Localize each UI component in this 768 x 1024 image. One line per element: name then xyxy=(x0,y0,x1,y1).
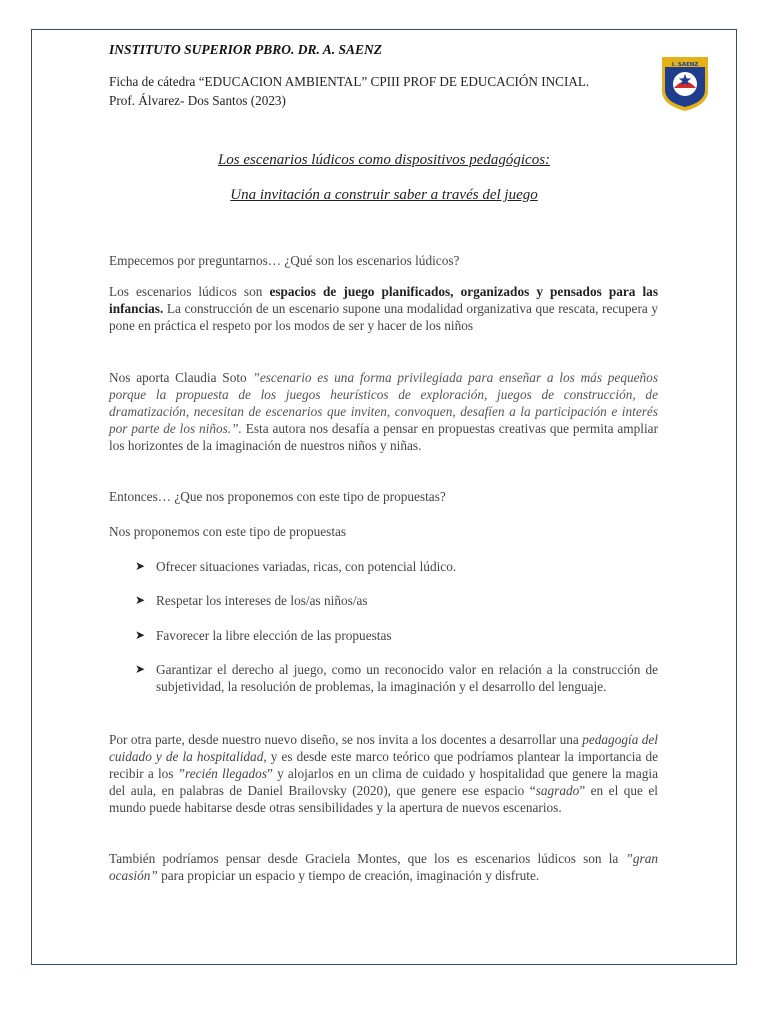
list-item: ➤ Respetar los intereses de los/as niños/as xyxy=(135,593,368,608)
list-item: ➤ Favorecer la libre elección de las propuestas xyxy=(135,628,392,643)
institution-logo xyxy=(660,55,710,113)
paragraph-claudia-soto: Nos aporta Claudia Soto ”escenario es una forma privilegiada para enseñar a los más pequeños porque la propuesta de los juegos heurísticos de exploración, juegos de construcción, de dramatización, necesitan de escenarios que inviten, convoquen, desafíen a la participación e interés por parte de los niños.”. Esta autora nos desafía a pensar en propuestas creativas que permita ampliar los horizontes de la imaginación de nuestros niños y niñas. xyxy=(109,370,659,453)
emphasis-newcomers: ”recién llegados xyxy=(177,766,267,781)
arrow-bullet-icon: ➤ xyxy=(135,559,146,573)
logo-text: I. SAENZ xyxy=(671,62,699,68)
title-line-1: Los escenarios lúdicos como dispositivos pedagógicos: xyxy=(217,152,551,168)
ficha-info xyxy=(109,72,589,110)
paragraph-new-design: Por otra parte, desde nuestro nuevo diseño, se nos invita a los docentes a desarrollar una pedagogía del cuidado y de la hospitalidad, y es desde este marco teórico que podríamos plantear la importancia de recibir a los ”recién llegados” y alojarlos en un clima de cuidado y hospitalidad que genere la magia del aula, en palabras de Daniel Brailovsky (2020), que genere ese espacio “sagrado” en el que el mundo puede habitarse desde otras sensibilidades y la apertura de nuevos escenarios. xyxy=(109,732,658,815)
arrow-bullet-icon: ➤ xyxy=(135,593,146,607)
institution-name: INSTITUTO SUPERIOR PBRO. DR. A. SAENZ xyxy=(109,42,383,57)
ficha-line-1: Ficha de cátedra “EDUCACION AMBIENTAL” CPIII PROF DE EDUCACIÓN INCIAL. xyxy=(109,74,590,89)
title-line-2: Una invitación a construir saber a través del juego xyxy=(230,187,538,203)
list-item: ➤ Garantizar el derecho al juego, como un reconocido valor en relación a la construcción de subjetividad, la resolución de problemas, la imaginación y el desarrollo del lenguaje. xyxy=(135,662,658,694)
list-item: ➤ Ofrecer situaciones variadas, ricas, con potencial lúdico. xyxy=(135,559,457,574)
emphasis-great-occasion: ”gran ocasión” xyxy=(109,851,658,883)
arrow-bullet-icon: ➤ xyxy=(135,662,146,676)
emphasis-pedagogy: pedagogía del cuidado y de la hospitalidad xyxy=(109,732,658,764)
ficha-line-2: Prof. Álvarez- Dos Santos (2023) xyxy=(109,93,286,108)
paragraph-then: Entonces… ¿Que nos proponemos con este tipo de propuestas? xyxy=(109,489,446,504)
paragraph-definition: Los escenarios lúdicos son espacios de juego planificados, organizados y pensados para las infancias. La construcción de un escenario supone una modalidad organizativa que rescata, recupera y pone en práctica el respeto por los modos de ser y hacer de los niños xyxy=(109,284,658,333)
emphasis-definition: espacios de juego planificados, organizados y pensados para las infancias. xyxy=(109,284,658,316)
arrow-bullet-icon: ➤ xyxy=(135,628,146,642)
paragraph-question: Empecemos por preguntarnos… ¿Qué son los escenarios lúdicos? xyxy=(109,253,460,268)
paragraph-proposals: Nos proponemos con este tipo de propuestas xyxy=(109,524,347,539)
quote-claudia-soto: ”escenario es una forma privilegiada para enseñar a los más pequeños porque la propuesta de los juegos heurísticos de exploración, juegos de construcción, de dramatización, necesitan de escenarios que inviten, convoquen, desafíen a la participación e interés por parte de los niños.”. xyxy=(109,370,658,436)
paragraph-graciela-montes: También podríamos pensar desde Graciela Montes, que los es escenarios lúdicos son la ”gran ocasión” para propiciar un espacio y tiempo de creación, imaginación y disfrute. xyxy=(109,851,658,883)
emphasis-sacred: sagrado xyxy=(535,783,580,798)
